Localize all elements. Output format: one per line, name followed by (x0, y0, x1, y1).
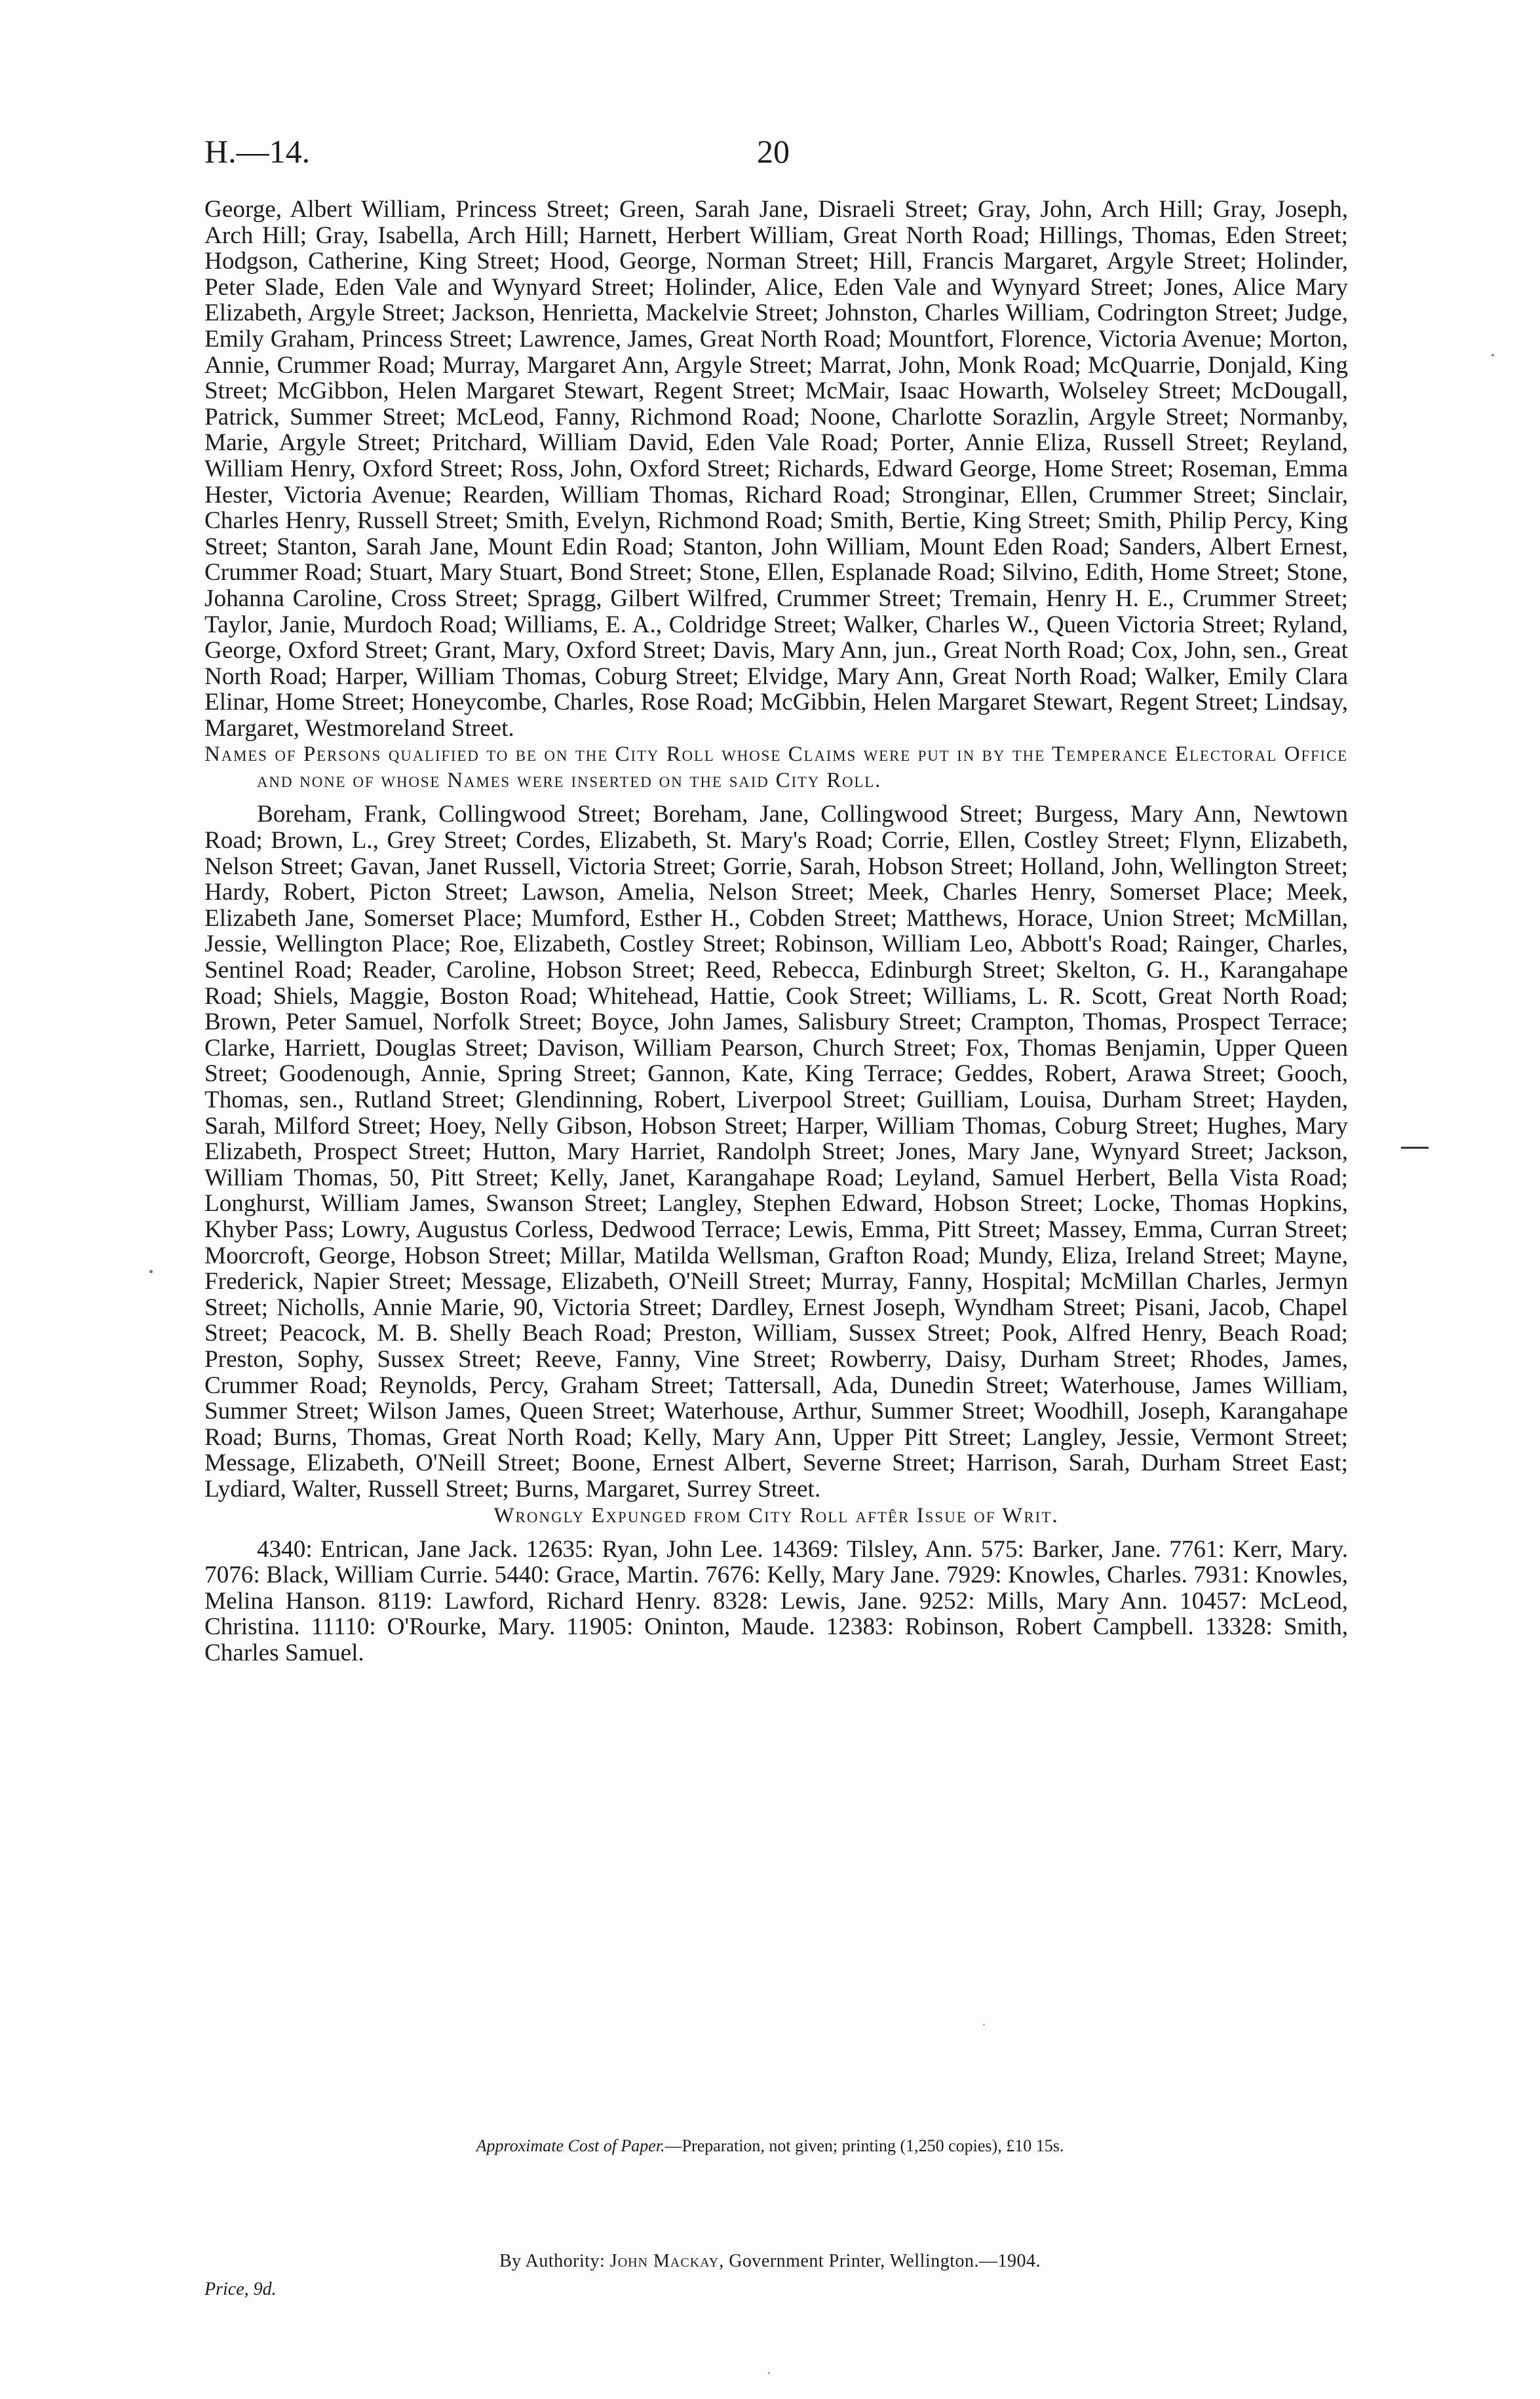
margin-mark (1401, 1147, 1429, 1149)
cost-text: —Preparation, not given; printing (1,250 copies), £10 15s. (664, 2136, 1064, 2155)
section-heading-wrongly-expunged: Wrongly Expunged from City Roll aftêr Issue of Writ. (493, 1503, 1059, 1527)
qualified-persons-paragraph: Boreham, Frank, Collingwood Street; Boreham, Jane, Collingwood Street; Burgess, Mary Ann, Newtown Road; Brown, L., Grey Street; Cordes, Elizabeth, St. Mary's Road; Corrie, Ellen, Costley Street; Flynn, Elizabeth, Nelson Street; Gavan, Janet Russell, Victoria Street; Gorrie, Sarah, Hobson Street; Holland, John, Wellington Street; Hardy, Robert, Picton Street; Lawson, Amelia, Nelson Street; Meek, Charles Henry, Somerset Place; Meek, Elizabeth Jane, Somerset Place; Mumford, Esther H., Cobden Street; Matthews, Horace, Union Street; McMillan, Jessie, Wellington Place; Roe, Elizabeth, Costley Street; Robinson, William Leo, Abbott's Road; Rainger, Charles, Sentinel Road; Reader, Caroline, Hobson Street; Reed, Rebecca, Edinburgh Street; Skelton, G. H., Karangahape Road; Shiels, Maggie, Boston Road; Whitehead, Hattie, Cook Street; Williams, L. R. Scott, Great North Road; Brown, Peter Samuel, Norfolk Street; Boyce, John James, Salisbury Street; Crampton, Thomas, Prospect Terrace; Clarke, Harriett, Douglas Street; Davison, William Pearson, Church Street; Fox, Thomas Benjamin, Upper Queen Street; Goodenough, Annie, Spring Street; Gannon, Kate, King Terrace; Geddes, Robert, Arawa Street; Gooch, Thomas, sen., Rutland Street; Glendinning, Robert, Liverpool Street; Guilliam, Louisa, Durham Street; Hayden, Sarah, Milford Street; Hoey, Nelly Gibson, Hobson Street; Harper, William Thomas, Coburg Street; Hughes, Mary Elizabeth, Prospect Street; Hutton, Mary Harriet, Randolph Street; Jones, Mary Jane, Wynyard Street; Jackson, William Thomas, 50, Pitt Street; Kelly, Janet, Karangahape Road; Leyland, Samuel Herbert, Bella Vista Road; Longhurst, William James, Swanson Street; Langley, Stephen Edward, Hobson Street; Locke, Thomas Hopkins, Khyber Pass; Lowry, Augustus Corless, Dedwood Terrace; Lewis, Emma, Pitt Street; Massey, Emma, Curran Street; Moorcroft, George, Hobson Street; Millar, Matilda Wellsman, Grafton Road; Mundy, Eliza, Ireland Street; Mayne, Frederick, Napier Street; Message, Elizabeth, O'Neill Street; Murray, Fanny, Hospital; McMillan Charles, Jermyn Street; Nicholls, Annie Marie, 90, Victoria Street; Dardley, Ernest Joseph, Wyndham Street; Pisani, Jacob, Chapel Street; Peacock, M. B. Shelly Beach Road; Preston, William, Sussex Street; Pook, Alfred Henry, Beach Road; Preston, Sophy, Sussex Street; Reeve, Fanny, Vine Street; Rowberry, Daisy, Durham Street; Rhodes, James, Crummer Road; Reynolds, Percy, Graham Street; Tattersall, Ada, Dunedin Street; Waterhouse, James William, Summer Street; Wilson James, Queen Street; Waterhouse, Arthur, Summer Street; Woodhill, Joseph, Karangahape Road; Burns, Thomas, Great North Road; Kelly, Mary Ann, Upper Pitt Street; Langley, Jessie, Vermont Street; Message, Elizabeth, O'Neill Street; Boone, Ernest Albert, Severne Street; Harrison, Sarah, Durham Street East; Lydiard, Walter, Russell Street; Burns, Margaret, Surrey Street. (204, 801, 1348, 1503)
speck-mark (149, 1270, 153, 1273)
document-body (204, 197, 1348, 1666)
cost-label: Approximate Cost of Paper. (476, 2136, 665, 2155)
expunged-list-paragraph: 4340: Entrican, Jane Jack. 12635: Ryan, John Lee. 14369: Tilsley, Ann. 575: Barker, Jane. 7761: Kerr, Mary. 7076: Black, William Currie. 5440: Grace, Martin. 7676: Kelly, Mary Jane. 7929: Knowles, Charles. 7931: Knowles, Melina Hanson. 8119: Lawford, Richard Henry. 8328: Lewis, Jane. 9252: Mills, Mary Ann. 10457: McLeod, Christina. 11110: O'Rourke, Mary. 11905: Oninton, Maude. 12383: Robinson, Robert Campbell. 13328: Smith, Charles Samuel. (204, 1535, 1348, 1666)
electors-list-paragraph: George, Albert William, Princess Street; Green, Sarah Jane, Disraeli Street; Gray, John, Arch Hill; Gray, Joseph, Arch Hill; Gray, Isabella, Arch Hill; Harnett, Herbert William, Great North Road; Hillings, Thomas, Eden Street; Hodgson, Catherine, King Street; Hood, George, Norman Street; Hill, Francis Margaret, Argyle Street; Holinder, Peter Slade, Eden Vale and Wynyard Street; Holinder, Alice, Eden Vale and Wynyard Street; Jones, Alice Mary Elizabeth, Argyle Street; Jackson, Henrietta, Mackelvie Street; Johnston, Charles William, Codrington Street; Judge, Emily Graham, Princess Street; Lawrence, James, Great North Road; Mountfort, Florence, Victoria Avenue; Morton, Annie, Crummer Road; Murray, Margaret Ann, Argyle Street; Marrat, John, Monk Road; McQuarrie, Donjald, King Street; McGibbon, Helen Margaret Stewart, Regent Street; McMair, Isaac Howarth, Wolseley Street; McDougall, Patrick, Summer Street; McLeod, Fanny, Richmond Road; Noone, Charlotte Sorazlin, Argyle Street; Normanby, Marie, Argyle Street; Pritchard, William David, Eden Vale Road; Porter, Annie Eliza, Russell Street; Reyland, William Henry, Oxford Street; Ross, John, Oxford Street; Richards, Edward George, Home Street; Roseman, Emma Hester, Victoria Avenue; Rearden, William Thomas, Richard Road; Stronginar, Ellen, Crummer Street; Sinclair, Charles Henry, Russell Street; Smith, Evelyn, Richmond Road; Smith, Bertie, King Street; Smith, Philip Percy, King Street; Stanton, Sarah Jane, Mount Edin Road; Stanton, John William, Mount Eden Road; Sanders, Albert Ernest, Crummer Road; Stuart, Mary Stuart, Bond Street; Stone, Ellen, Esplanade Road; Silvino, Edith, Home Street; Stone, Johanna Caroline, Cross Street; Spragg, Gilbert Wilfred, Crummer Street; Tremain, Henry H. E., Crummer Street; Taylor, Janie, Murdoch Road; Williams, E. A., Coldridge Street; Walker, Charles W., Queen Victoria Street; Ryland, George, Oxford Street; Grant, Mary, Oxford Street; Davis, Mary Ann, jun., Great North Road; Cox, John, sen., Great North Road; Harper, William Thomas, Coburg Street; Elvidge, Mary Ann, Great North Road; Walker, Emily Clara Elinar, Home Street; Honeycombe, Charles, Rose Road; McGibbin, Helen Margaret Stewart, Regent Street; Lindsay, Margaret, Westmoreland Street. (204, 196, 1348, 742)
printer-authority (0, 2251, 1540, 2272)
authority-prefix: By Authority: (499, 2251, 606, 2271)
speck-mark (768, 2372, 770, 2374)
page-number: 20 (757, 133, 790, 170)
printer-name: John Mackay (609, 2251, 720, 2271)
authority-suffix: , Government Printer, Wellington.—1904. (719, 2251, 1041, 2271)
speck-mark (983, 2024, 985, 2025)
section-heading-temperance-office: Names of Persons qualified to be on the City Roll whose Claims were put in by the Temperance Electoral Office and none of whose Names were inserted on the said City Roll. (204, 742, 1348, 793)
document-reference: H.—14. (204, 133, 311, 170)
speck-mark (1492, 354, 1494, 356)
price-note: Price, 9d. (204, 2279, 277, 2299)
cost-of-paper-note (0, 2136, 1540, 2156)
